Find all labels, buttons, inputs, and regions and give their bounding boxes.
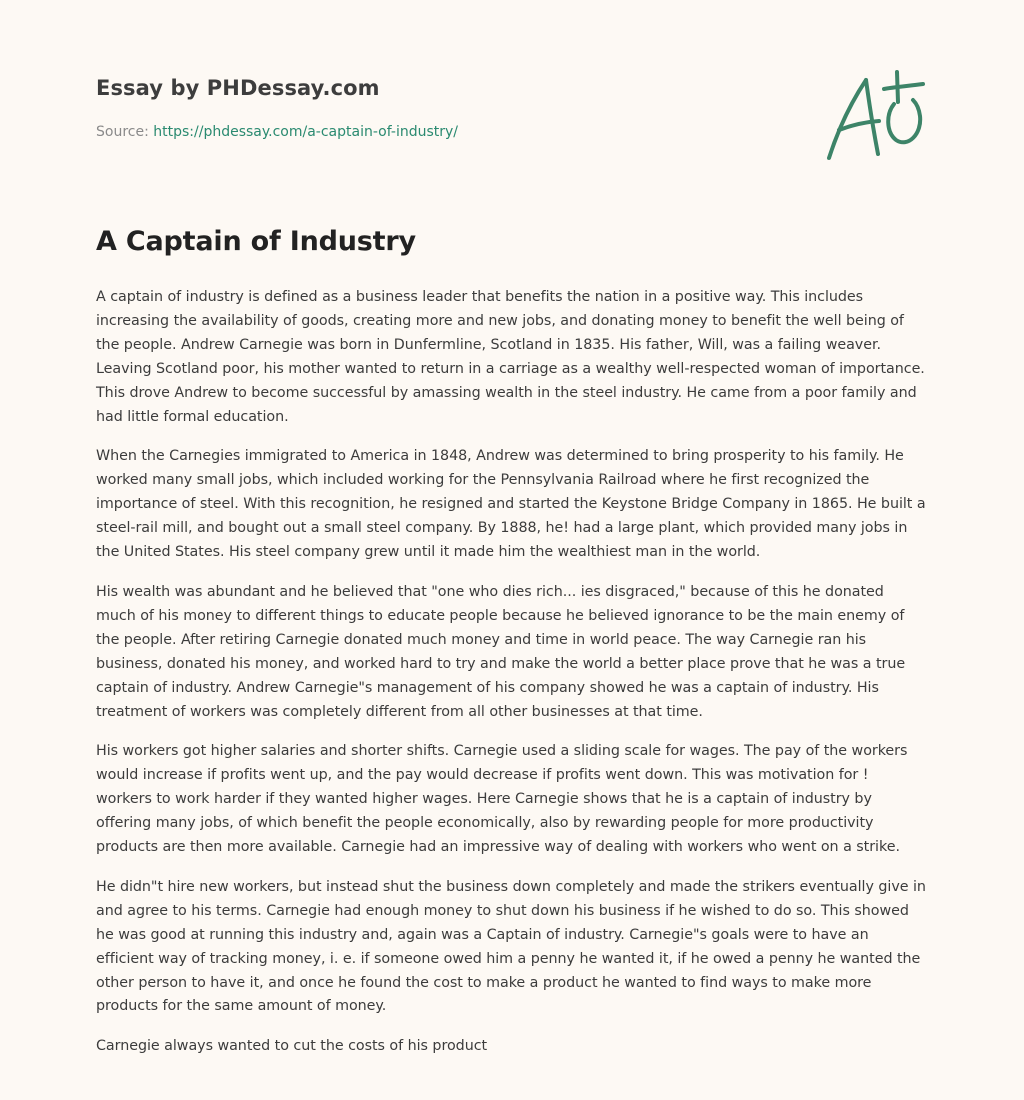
site-brand: Essay by PHDessay.com: [96, 76, 380, 100]
a-plus-grade-icon: [822, 68, 926, 164]
source-label: Source:: [96, 124, 149, 140]
essay-paragraph: He didn"t hire new workers, but instead shut the business down completely and made the strikers eventually give in and agree to his terms. Carnegie had enough money to shut down his business if he wished to do so. This showed he was good at running this industry and, again was a Captain of industry. Carnegie"s goals were to have an efficient way of tracking money, i. e. if someone owed him a penny he wanted it, if he owed a penny he wanted the other person to have it, and once he found the cost to make a product he wanted to find ways to make more products for the same amount of money.: [96, 878, 926, 1015]
essay-title: A Captain of Industry: [96, 226, 416, 257]
essay-paragraph: His wealth was abundant and he believed that "one who dies rich... ies disgraced," because of this he donated much of his money to different things to educate people because he believed ignorance to be the main enemy of the people. After retiring Carnegie donated much money and time in world peace. The way Carnegie ran his business, donated his money, and worked hard to try and make the world a better place prove that he was a true captain of industry. Andrew Carnegie"s management of his company showed he was a captain of industry. His treatment of workers was completely different from all other businesses at that time.: [96, 583, 906, 720]
essay-paragraph: A captain of industry is defined as a business leader that benefits the nation in a positive way. This includes increasing the availability of goods, creating more and new jobs, and donating money to benefit the well being of the people. Andrew Carnegie was born in Dunfermline, Scotland in 1835. His father, Will, was a failing weaver. Leaving Scotland poor, his mother wanted to return in a carriage as a wealthy well-respected woman of importance. This drove Andrew to become successful by amassing wealth in the steel industry. He came from a poor family and had little formal education.: [96, 289, 925, 425]
essay-body: [96, 286, 928, 1075]
source-line: [96, 124, 458, 140]
essay-paragraph: Carnegie always wanted to cut the costs of his product: [96, 1038, 488, 1055]
essay-paragraph: When the Carnegies immigrated to America in 1848, Andrew was determined to bring prosperity to his family. He worked many small jobs, which included working for the Pennsylvania Railroad where he first recognized the importance of steel. With this recognition, he resigned and started the Keystone Bridge Company in 1865. He built a steel-rail mill, and bought out a small steel company. By 1888, he! had a large plant, which provided many jobs in the United States. His steel company grew until it made him the wealthiest man in the world.: [96, 448, 926, 561]
essay-paragraph: His workers got higher salaries and shorter shifts. Carnegie used a sliding scale for wages. The pay of the workers would increase if profits went up, and the pay would decrease if profits went down. This was motivation for ! workers to work harder if they wanted higher wages. Here Carnegie shows that he is a captain of industry by offering many jobs, of which benefit the people economically, also by rewarding people for more productivity products are then more available. Carnegie had an impressive way of dealing with workers who went on a strike.: [96, 743, 908, 856]
source-link[interactable]: https://phdessay.com/a-captain-of-industry/: [153, 124, 459, 140]
